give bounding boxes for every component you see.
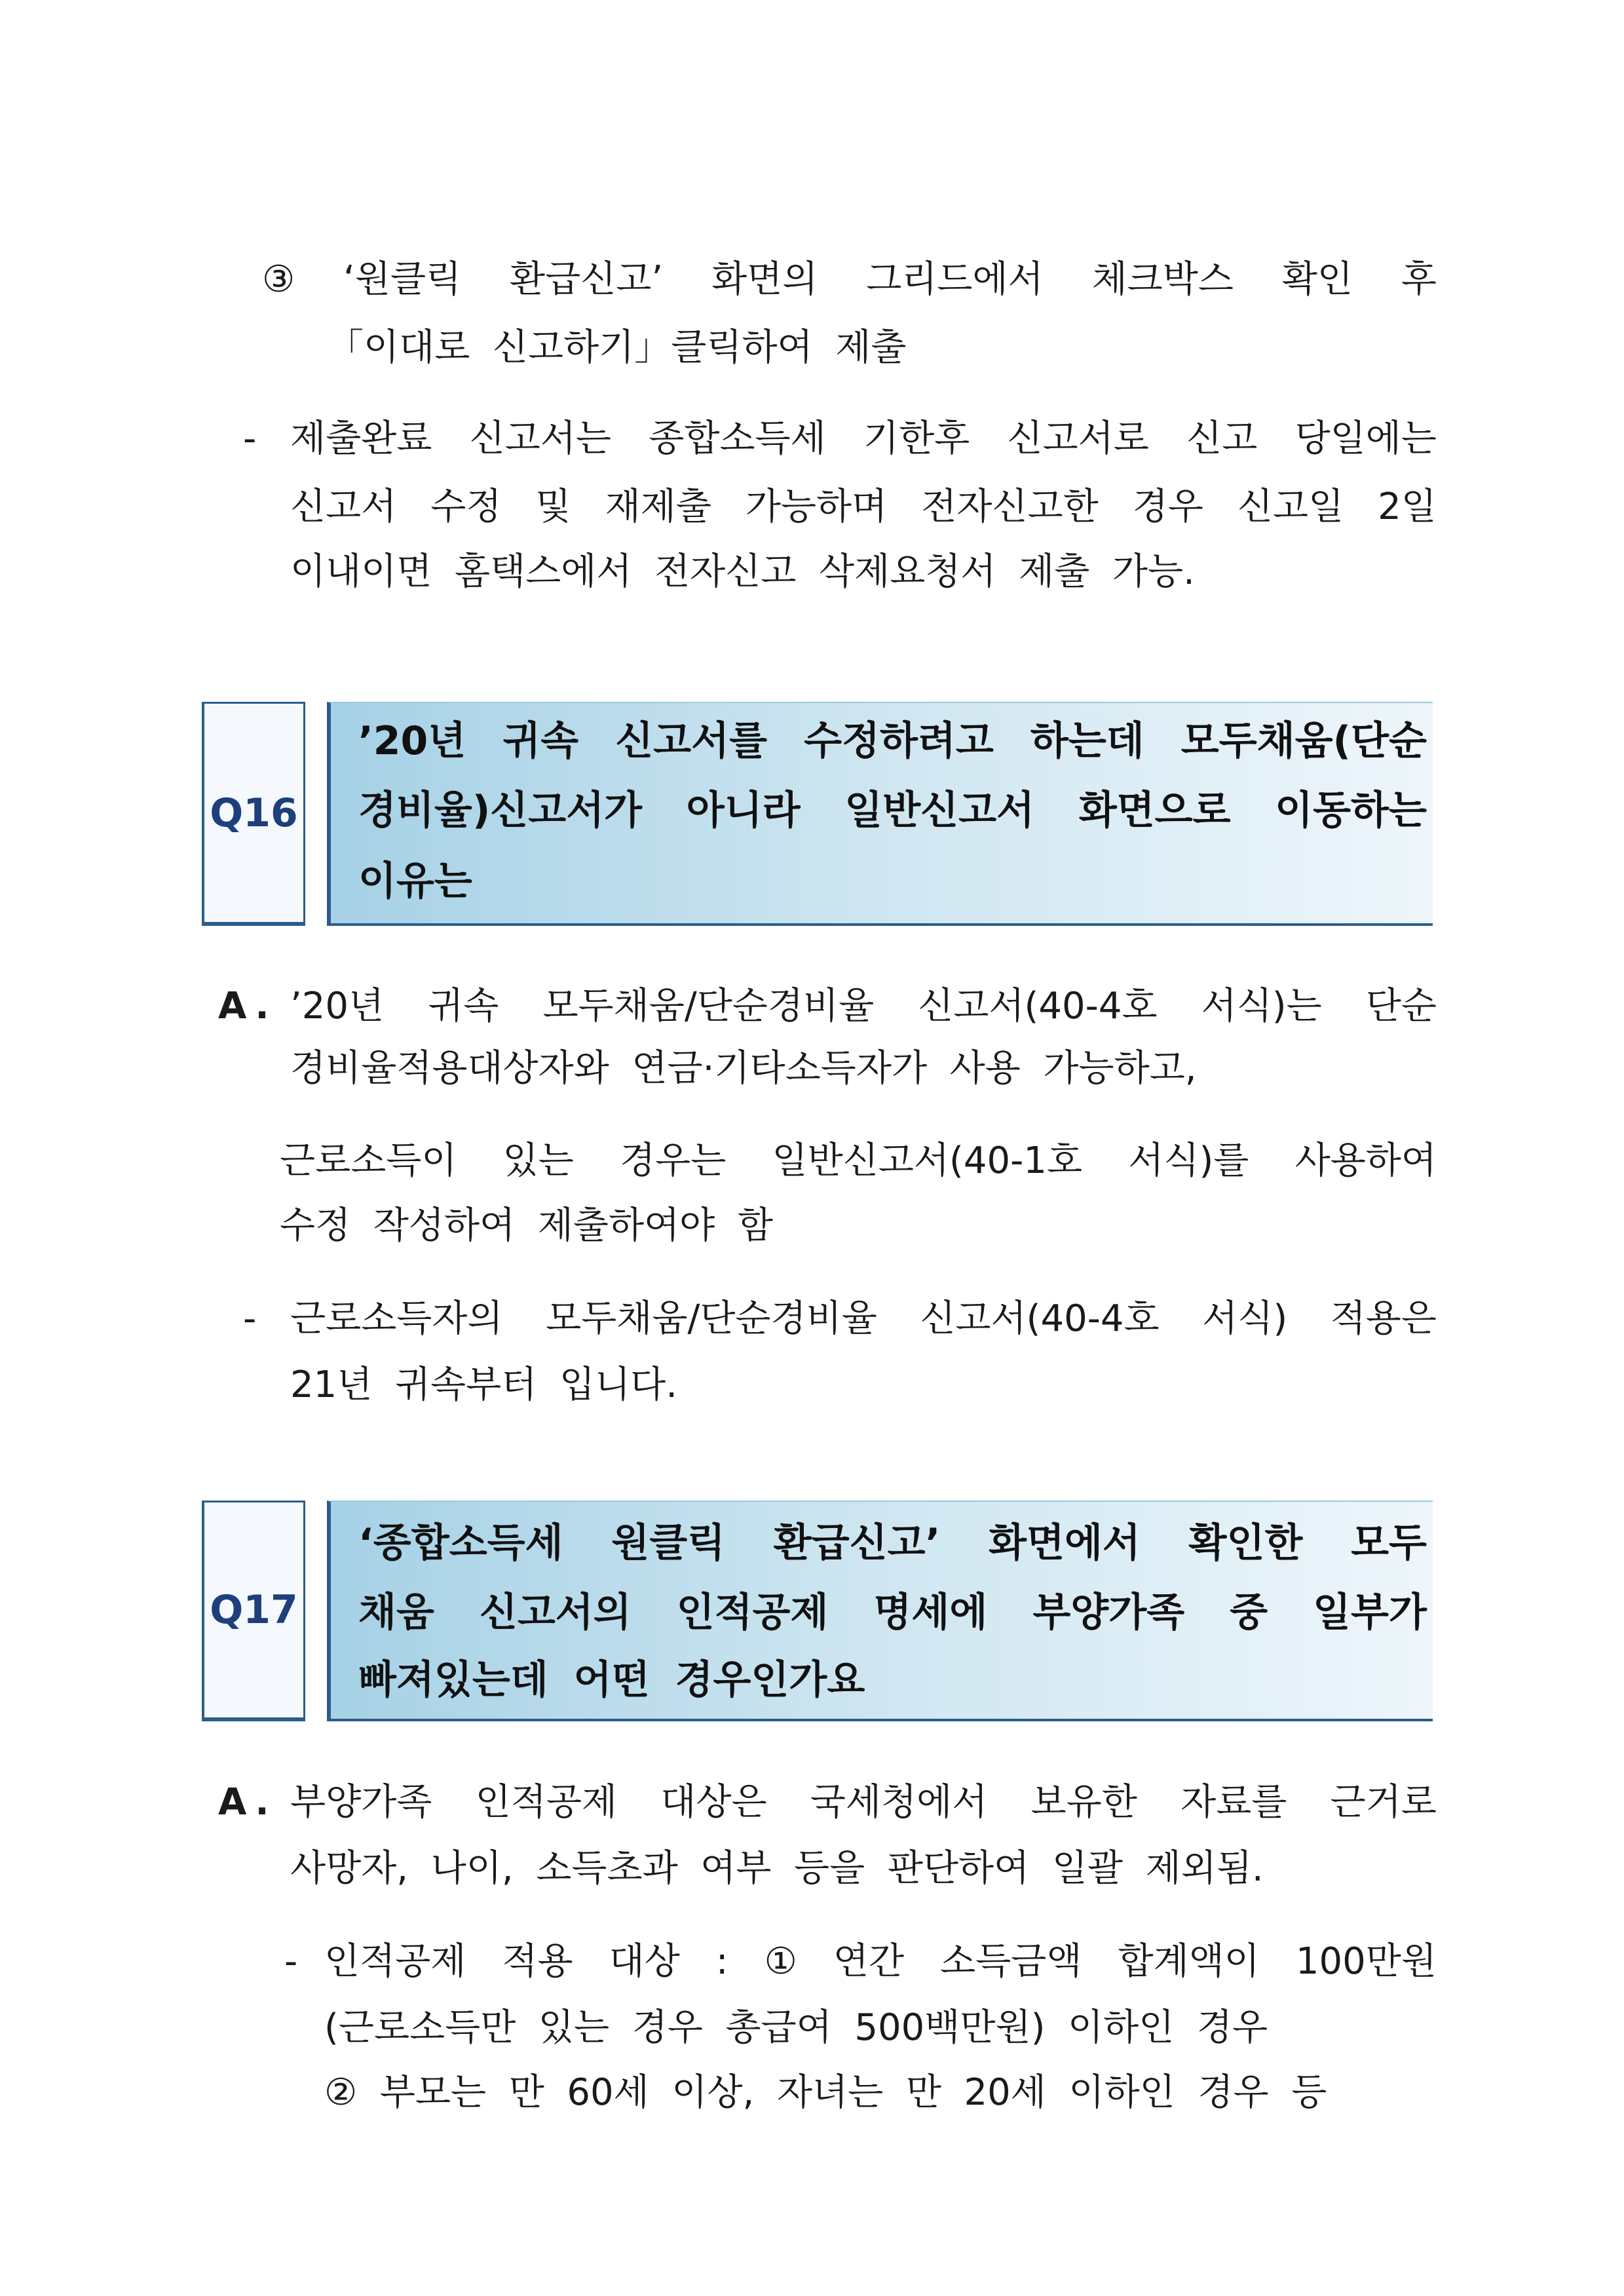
word: 있는 [502, 1139, 574, 1182]
q17-note-line-1 [324, 1936, 1437, 1988]
word: 보유한 [1030, 1781, 1137, 1824]
word: ① [764, 1940, 797, 1983]
word: 기한후 [863, 417, 970, 460]
word: 가능하며 [745, 486, 888, 528]
intro-note-line-3: 이내이면 홈택스에서 전자신고 삭제요청서 제출 가능. [290, 550, 1195, 593]
q17-note-line-3: ② 부모는 만 60세 이상, 자녀는 만 20세 이하인 경우 등 [324, 2071, 1327, 2114]
word: 근로소득이 [280, 1139, 457, 1182]
word: 대상 [609, 1940, 680, 1983]
word: 서식)를 [1128, 1139, 1249, 1182]
intro-note-bullet: - [243, 417, 257, 460]
word: 수정하려고 [804, 718, 994, 764]
word: 근거로 [1330, 1781, 1437, 1824]
q17-note-bullet: - [284, 1940, 298, 1983]
word: 그리드에서 [866, 258, 1044, 301]
word: 이동하는 [1275, 788, 1427, 833]
word: 일반신고서 [844, 788, 1035, 833]
word: 신고서는 [469, 417, 612, 460]
word: 귀속 [502, 718, 579, 764]
q17-answer-line-1 [290, 1776, 1437, 1829]
word: 일부가 [1313, 1590, 1427, 1636]
word: : [715, 1940, 728, 1983]
q16-label: Q16 [210, 790, 298, 836]
word: 적용은 [1330, 1297, 1437, 1340]
word: 연간 [833, 1940, 905, 1983]
word: 재제출 [605, 486, 711, 528]
q17-answer-line-2: 사망자, 나이, 소득초과 여부 등을 판단하여 일괄 제외됨. [290, 1847, 1264, 1890]
word: 화면에서 [989, 1520, 1141, 1566]
word: 신고서를 [615, 718, 768, 764]
q16-answer-line-2: 경비율적용대상자와 연금·기타소득자가 사용 가능하고, [290, 1047, 1197, 1090]
q17-question-line-3: 빠져있는데 어떤 경우인가요 [358, 1657, 865, 1703]
word: 인적공제 [324, 1940, 466, 1983]
q17-question-box [327, 1501, 1433, 1721]
word: 화면의 [711, 258, 818, 301]
word: 모두채움/단순경비율 [546, 1297, 877, 1340]
word: 제출완료 [290, 417, 432, 460]
word: 중 [1230, 1590, 1268, 1636]
q16-question-line-3: 이유는 [358, 858, 472, 904]
q16-label-box [202, 702, 305, 926]
q16-question-line-1 [358, 712, 1427, 771]
word: 후 [1401, 258, 1437, 301]
word: 경우 [1132, 486, 1203, 528]
word: 환급신고’ [773, 1520, 941, 1566]
intro-note-line-2 [290, 481, 1437, 533]
word: 확인한 [1188, 1520, 1303, 1566]
q16-extra-line-2: 수정 작성하여 제출하여야 함 [280, 1204, 773, 1247]
word: 부양가족 [1032, 1590, 1185, 1636]
word: 전자신고한 [921, 486, 1099, 528]
word: 국세청에서 [810, 1781, 988, 1824]
q16-question-box [327, 702, 1433, 926]
word: 모두 [1351, 1520, 1427, 1566]
word: 사용하여 [1294, 1139, 1437, 1182]
word: 신고서(40-4호 [920, 1297, 1160, 1340]
word: 아니라 [686, 788, 801, 833]
word: ‘종합소득세 [358, 1520, 563, 1566]
word: 대상은 [660, 1781, 767, 1824]
word: 부양가족 [290, 1781, 432, 1824]
word: 근로소득자의 [290, 1297, 503, 1340]
q17-question-line-2 [358, 1583, 1427, 1642]
word: 종합소득세 [649, 417, 826, 460]
q16-answer-line-1 [290, 980, 1437, 1033]
q17-note-line-2: (근로소득만 있는 경우 총급여 500백만원) 이하인 경우 [324, 2006, 1268, 2049]
word: ’20년 [290, 985, 385, 1027]
q16-note-bullet: - [243, 1297, 257, 1340]
q16-answer-marker: A. [218, 985, 277, 1027]
word: 하는데 [1030, 718, 1144, 764]
word: 단순 [1365, 985, 1437, 1027]
q16-extra-line-1 [280, 1135, 1437, 1187]
word: 신고서로 [1007, 417, 1149, 460]
word: 수정 [430, 486, 502, 528]
word: 경비율)신고서가 [358, 788, 643, 833]
word: 당일에는 [1294, 417, 1437, 460]
q16-note-line-2: 21년 귀속부터 입니다. [290, 1364, 678, 1406]
word: 소득금액 [940, 1940, 1082, 1983]
intro-step-line-2: 「이대로 신고하기」클릭하여 제출 [327, 326, 907, 369]
word: 채움 [358, 1590, 434, 1636]
word: 신고일 [1237, 486, 1344, 528]
word: 서식) [1202, 1297, 1288, 1340]
word: 신고서 [290, 486, 397, 528]
word: 2일 [1378, 486, 1437, 528]
word: 신고서의 [479, 1590, 632, 1636]
word: ‘원클릭 [343, 258, 462, 301]
word: 경우는 [620, 1139, 727, 1182]
word: 100만원 [1295, 1940, 1437, 1983]
word: 인적공제 [475, 1781, 618, 1824]
q16-note-line-1 [290, 1293, 1437, 1345]
word: 서식)는 [1201, 985, 1322, 1027]
word: 화면으로 [1078, 788, 1231, 833]
word: 및 [535, 486, 571, 528]
word: 원클릭 [611, 1520, 726, 1566]
word: 확인 [1281, 258, 1353, 301]
intro-step-line-1 [262, 254, 1437, 306]
word: 명세에 [873, 1590, 988, 1636]
word: 체크박스 [1091, 258, 1234, 301]
word: 인적공제 [676, 1590, 829, 1636]
intro-note-line-1 [290, 413, 1437, 465]
word: 귀속 [428, 985, 499, 1027]
q16-question-line-2 [358, 781, 1427, 840]
word: 자료를 [1180, 1781, 1287, 1824]
q17-label: Q17 [210, 1587, 298, 1633]
word: 환급신고’ [510, 258, 664, 301]
word: 합계액이 [1118, 1940, 1260, 1983]
word: ’20년 [358, 718, 466, 764]
q17-question-line-1 [358, 1514, 1427, 1573]
q17-label-box [202, 1501, 305, 1721]
word: 일반신고서(40-1호 [772, 1139, 1083, 1182]
word: 신고서(40-4호 [918, 985, 1158, 1027]
word: ③ [262, 258, 295, 301]
word: 모두채움/단순경비율 [542, 985, 875, 1027]
q17-answer-marker: A. [218, 1781, 277, 1824]
word: 모두채움(단순 [1180, 718, 1427, 764]
word: 신고 [1186, 417, 1258, 460]
word: 적용 [502, 1940, 573, 1983]
